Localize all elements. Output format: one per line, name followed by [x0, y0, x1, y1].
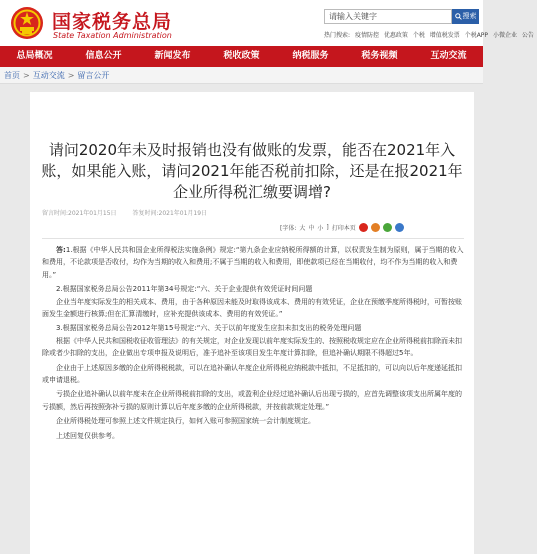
breadcrumb-separator-icon: > — [23, 70, 30, 80]
hot-search-term[interactable]: 小微企业 — [492, 32, 517, 39]
page-title: 请问2020年未及时报销也没有做账的发票，能否在2021年入账，如果能入账，请问2021年能否税前扣除，还是在报2021年企业所得税汇缴要调增? — [41, 141, 463, 201]
font-size-end: ] — [326, 224, 329, 231]
search-icon — [455, 13, 462, 20]
hot-search — [324, 30, 537, 39]
breadcrumb-separator-icon: > — [67, 70, 75, 80]
font-size-large[interactable]: 大 — [299, 225, 306, 232]
share-qq-icon[interactable] — [395, 223, 404, 232]
nav-item-disclosure[interactable]: 信息公开 — [85, 51, 122, 61]
share-wechat-icon[interactable] — [383, 223, 392, 232]
hot-search-term[interactable]: 优惠政策 — [383, 32, 408, 39]
search-button-label: 搜索 — [462, 12, 477, 20]
nav-item-news[interactable]: 新闻发布 — [154, 51, 191, 61]
nav-item-policy[interactable]: 税收政策 — [223, 51, 260, 61]
article-tools — [280, 223, 404, 232]
site-header — [0, 0, 534, 46]
paragraph: 根据《中华人民共和国税收征收管理法》的有关规定，对企业发现以前年度实际发生的、按照税收规定应在企业所得税前扣除而未扣除或者少扣除的支出，企业做出专项申报及说明后，准予追补至该项目发生年度计算扣除，但追补确认期限不得超过5年。 — [42, 336, 462, 358]
hot-search-term[interactable]: 疫情防控 — [354, 32, 379, 39]
divider — [42, 238, 464, 239]
search-input[interactable]: 请输入关键字 — [324, 9, 452, 24]
article-card — [30, 92, 474, 554]
breadcrumb-interaction[interactable]: 互动交流 — [32, 70, 65, 80]
hot-search-term[interactable]: 增值税发票 — [429, 32, 460, 39]
posted-time: 留言时间:2021年01月15日 — [42, 210, 117, 217]
paragraph: 企业所得税处理可参照上述文件规定执行，如何入账可参照国家统一会计制度规定。 — [56, 417, 315, 426]
site-logo-title[interactable]: 国家税务总局 — [52, 11, 173, 33]
article-body — [42, 244, 464, 442]
breadcrumb — [0, 67, 483, 84]
article-meta — [42, 208, 221, 217]
paragraph: 企业由于上述原因多缴的企业所得税税款，可以在追补确认年度企业所得税应纳税款中抵扣，不足抵扣的，可以向以后年度递延抵扣或申请退税。 — [42, 363, 462, 385]
paragraph: 上述回复仅供参考。 — [56, 431, 119, 440]
hot-search-term[interactable]: 个税APP — [464, 32, 489, 39]
site-logo-subtitle: State Taxation Administration — [53, 31, 172, 40]
hot-search-term[interactable]: 个税 — [412, 32, 425, 39]
font-size-medium[interactable]: 中 — [308, 225, 315, 232]
paragraph: 2.根据国家税务总局公告2011年第34号规定:“六、关于企业提供有效凭证时间问题 — [56, 285, 313, 294]
print-button[interactable]: 打印本页 — [331, 225, 356, 232]
breadcrumb-home[interactable]: 首页 — [4, 70, 20, 80]
font-size-small[interactable]: 小 — [317, 225, 324, 232]
national-emblem-icon[interactable] — [10, 6, 44, 40]
nav-item-video[interactable]: 税务视频 — [361, 51, 398, 61]
paragraph-text: 1.根据《中华人民共和国企业所得税法实施条例》规定:“第九条企业应纳税所得额的计算，以权责发生制为原则，属于当期的收入和费用，不论款项是否收付，均作为当期的收入和费用;不属于当期的收入和费用，即使款项已经在当期收付，均不作为当期的收入和费用。” — [42, 246, 464, 279]
font-size-label: [字体: — [280, 225, 297, 232]
share-qzone-icon[interactable] — [371, 223, 380, 232]
replied-time: 答复时间:2021年01月19日 — [132, 210, 208, 217]
paragraph: 3.根据国家税务总局公告2012年第15号规定:“六、关于以前年度发生应扣未扣支出的税务处理问题 — [56, 324, 362, 333]
share-weibo-icon[interactable] — [359, 223, 368, 232]
paragraph: 企业当年度实际发生的相关成本、费用，由于各种原因未能及时取得该成本、费用的有效凭证，企业在预缴季度所得税时，可暂按账面发生金额进行核算;但在汇算清缴时，应补充提供该成本、费用的有效凭证。” — [42, 297, 462, 319]
answer-lead: 答: — [56, 246, 66, 254]
search-button[interactable] — [452, 9, 479, 24]
hot-search-label: 热门搜索: — [324, 32, 351, 39]
hot-search-term[interactable]: 公告 — [521, 32, 534, 39]
answer-paragraph — [42, 244, 464, 281]
nav-item-service[interactable]: 纳税服务 — [292, 51, 329, 61]
main-nav — [0, 46, 483, 67]
breadcrumb-messages[interactable]: 留言公开 — [77, 70, 110, 80]
nav-item-overview[interactable]: 总局概况 — [16, 51, 53, 61]
paragraph: 亏损企业追补确认以前年度未在企业所得税前扣除的支出，或盈利企业经过追补确认后出现亏损的，应首先调整该项支出所属年度的亏损额，然后再按照弥补亏损的原则计算以后年度多缴的企业所得税款，并按前款规定处理。” — [42, 390, 462, 411]
nav-item-interaction[interactable]: 互动交流 — [430, 51, 467, 61]
